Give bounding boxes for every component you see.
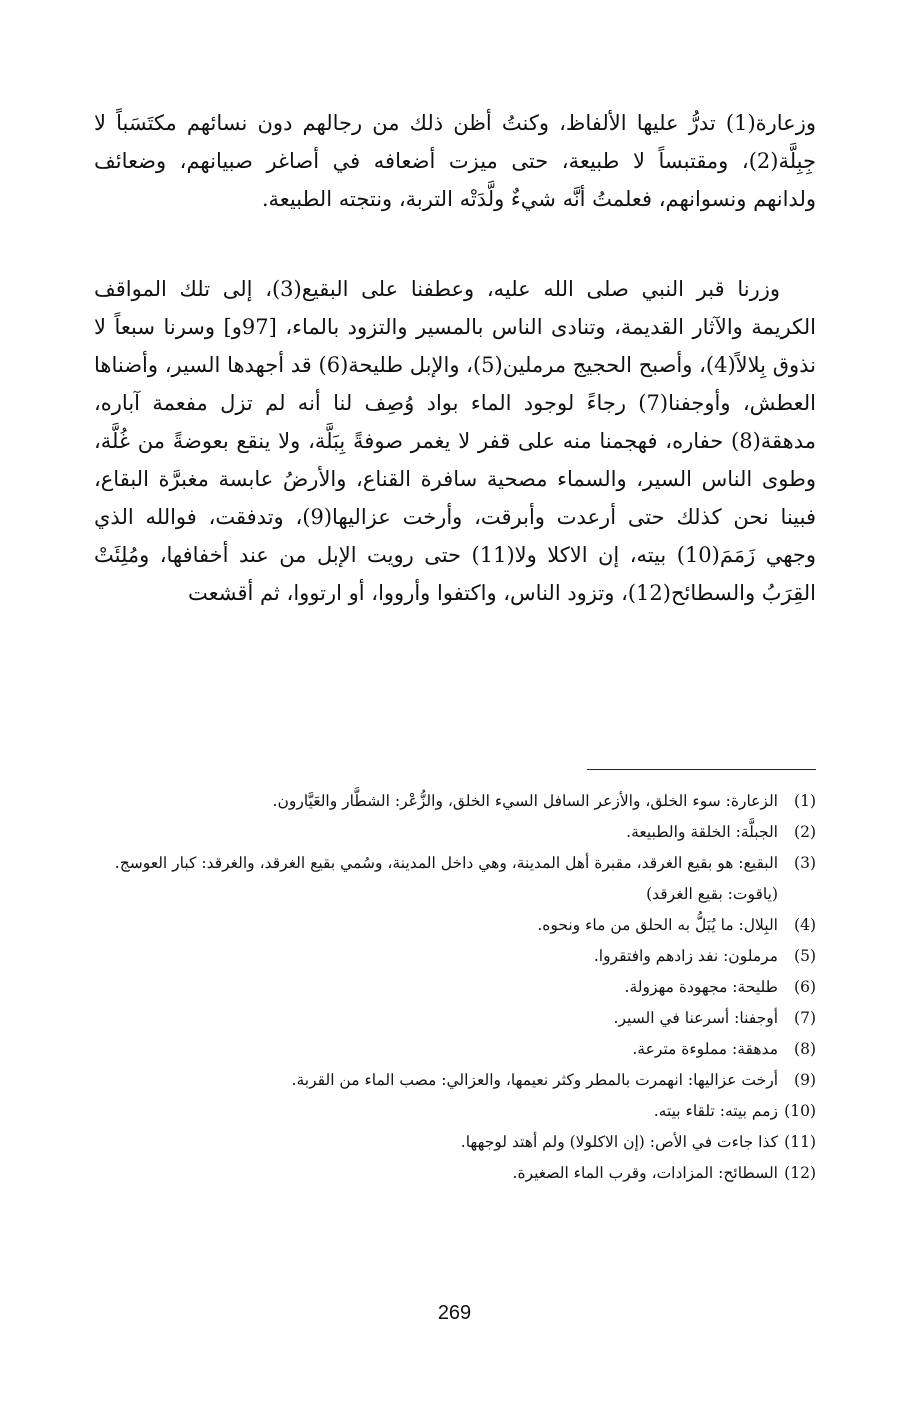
footnote-text: مدهقة: مملوءة مترعة. xyxy=(632,1040,778,1058)
footnote-number: (5) xyxy=(794,947,816,965)
footnote-number: (1) xyxy=(794,792,816,810)
footnote-number: (12) xyxy=(784,1164,816,1182)
footnote-text: كذا جاءت في الأص: (إن الاكلولا) ولم أهتد لوجهها. xyxy=(460,1133,778,1151)
footnote-number: (4) xyxy=(794,916,816,934)
footnote-separator xyxy=(587,769,816,770)
footnote-text: السطائح: المزادات، وقرب الماء الصغيرة. xyxy=(512,1164,778,1182)
footnote-number: (2) xyxy=(794,823,816,841)
footnote-number: (10) xyxy=(784,1102,816,1120)
footnote xyxy=(94,1003,816,1034)
footnote xyxy=(94,1127,816,1158)
footnote-text: البِلال: ما يُبَلُّ به الحلق من ماء ونحوه. xyxy=(537,916,778,934)
footnote-number: (9) xyxy=(794,1071,816,1089)
footnote-text: أرخت عزاليها: انهمرت بالمطر وكثر نعيمها، والعزالي: مصب الماء من القربة. xyxy=(291,1071,778,1089)
paragraph: وزرنا قبر النبي صلى الله عليه، وعطفنا على البقيع(3)، إلى تلك المواقف الكريمة والآثار القديمة، وتنادى الناس بالمسير والتزود بالماء، [97و] وسرنا سبعاً لا نذوق بِلالاً(4)، وأصبح الحجيج مرملين(5)، والإبل طليحة(6) قد أجهدها السير، وأضناها العطش، وأوجفنا(7) رجاءً لوجود الماء بواد وُصِف لنا أنه لم تزل مفعمة آباره، مدهقة(8) حفاره، فهجمنا منه على قفر لا يغمر صوفةً بِبَلَّة، ولا ينقع بعوضةً من غُلَّة، وطوى الناس السير، والسماء مصحية سافرة القناع، والأرضُ عابسة مغبرَّة البقاع، فبينا نحن كذلك حتى أرعدت وأبرقت، وأرخت عزاليها(9)، وتدفقت، فوالله الذي وجهي زَمَمَ(10) بيته، إن الاكلا ولا(11) حتى رويت الإبل من عند أخفافها، ومُلِئَتْ القِرَبُ والسطائح(12)، وتزود الناس، واكتفوا وأرووا، أو ارتووا، ثم أقشعت xyxy=(94,277,816,605)
footnote xyxy=(94,972,816,1003)
footnote-number: (11) xyxy=(784,1133,816,1151)
page-number: 269 xyxy=(437,1302,472,1324)
footnote xyxy=(94,941,816,972)
footnote-text: أوجفنا: أسرعنا في السير. xyxy=(613,1009,778,1027)
footnote-number: (8) xyxy=(794,1040,816,1058)
footnote-number: (3) xyxy=(794,854,816,872)
footnote xyxy=(94,910,816,941)
footnote-text: الزعارة: سوء الخلق، والأزعر السافل السيء الخلق، والزُّعْر: الشطَّار والعَيَّارون. xyxy=(272,792,778,810)
footnote xyxy=(94,1065,816,1096)
footnote-text: طليحة: مجهودة مهزولة. xyxy=(624,978,778,996)
footnote-number: (6) xyxy=(794,978,816,996)
footnote xyxy=(94,817,816,848)
footnote xyxy=(94,848,816,910)
footnote xyxy=(94,1158,816,1189)
footnote-number: (7) xyxy=(794,1009,816,1027)
body-text xyxy=(94,104,816,688)
footnote xyxy=(94,786,816,817)
paragraph: وزعارة(1) تدرُّ عليها الألفاظ، وكنتُ أظن ذلك من رجالهم دون نسائهم مكتَسَباً لا جِبِلَّة(2)، ومقتبساً لا طبيعة، حتى ميزت أضعافه في أصاغر صبيانهم، وضعائف ولدانهم ونسوانهم، فعلمتُ أنَّه شيءٌ ولَّدَتْه التربة، ونتجته الطبيعة. xyxy=(94,111,816,211)
footnote xyxy=(94,1096,816,1127)
footnote-text: البقيع: هو بقيع الغرقد، مقبرة أهل المدينة، وهي داخل المدينة، وسُمي بقيع الغرقد، والغرقد: كبار العوسج. (ياقوت: بقيع الغرقد) xyxy=(114,854,778,903)
footnote-text: مرملون: نفد زادهم وافتقروا. xyxy=(593,947,778,965)
footnote-text: زمم بيته: تلقاء بيته. xyxy=(653,1102,778,1120)
footnote xyxy=(94,1034,816,1065)
footnotes xyxy=(94,786,816,1189)
footnote-text: الجبلَّة: الخلقة والطبيعة. xyxy=(626,823,778,841)
